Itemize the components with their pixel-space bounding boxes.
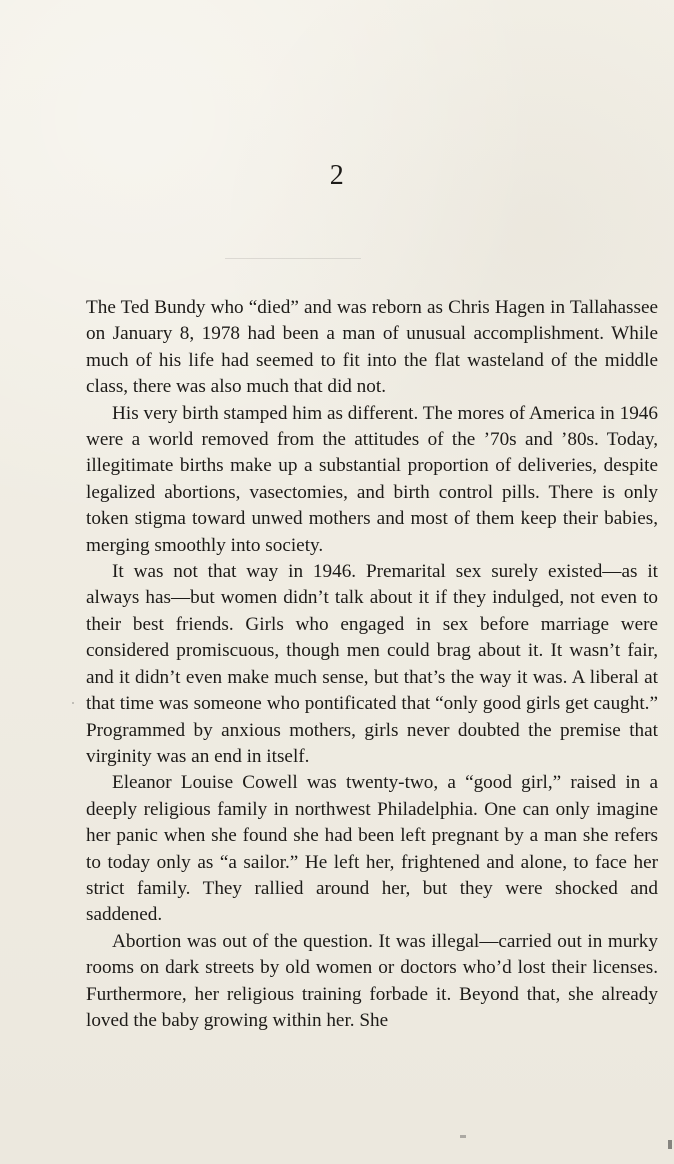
scan-mark xyxy=(668,1140,672,1149)
paragraph: Abortion was out of the question. It was illegal—carried out in murky rooms on dark streets by old women or doctors who’d lost their licenses. Furthermore, her religious training forbade it. Beyond that, she already loved the baby growing within her. She xyxy=(86,930,658,1031)
scan-mark xyxy=(225,258,361,259)
paragraph: It was not that way in 1946. Premarital sex surely existed—as it always has—but women didn’t talk about it if they indulged, not even to their best friends. Girls who engaged in sex before marriage were considered promiscuous, though men could brag about it. It wasn’t fair, and it didn’t even make much sense, but that’s the way it was. A liberal at that time was someone who pontificated that “only good girls get caught.” Programmed by anxious mothers, girls never doubted the premise that virginity was an end in itself. xyxy=(86,561,658,767)
scan-mark xyxy=(460,1135,466,1138)
scan-mark xyxy=(72,702,74,704)
paragraph: The Ted Bundy who “died” and was reborn as Chris Hagen in Tallahassee on January 8, 1978 had been a man of unusual accomplishment. While much of his life had seemed to fit into the flat wasteland of the middle class, there was also much that did not. xyxy=(86,297,658,398)
chapter-number: 2 xyxy=(329,160,345,191)
paragraph: His very birth stamped him as different. The mores of America in 1946 were a world removed from the attitudes of the ’70s and ’80s. Today, illegitimate births make up a substantial proportion of deliveries, despite legalized abortions, vasectomies, and birth control pills. There is only token stigma toward unwed mothers and most of them keep their babies, merging smoothly into society. xyxy=(86,402,658,556)
chapter-text xyxy=(86,295,658,1034)
paragraph: Eleanor Louise Cowell was twenty-two, a “good girl,” raised in a deeply religious family in northwest Philadelphia. One can only imagine her panic when she found she had been left pregnant by a man she refers to today only as “a sailor.” He left her, frightened and alone, to face her strict family. They rallied around her, but they were shocked and saddened. xyxy=(86,772,658,926)
